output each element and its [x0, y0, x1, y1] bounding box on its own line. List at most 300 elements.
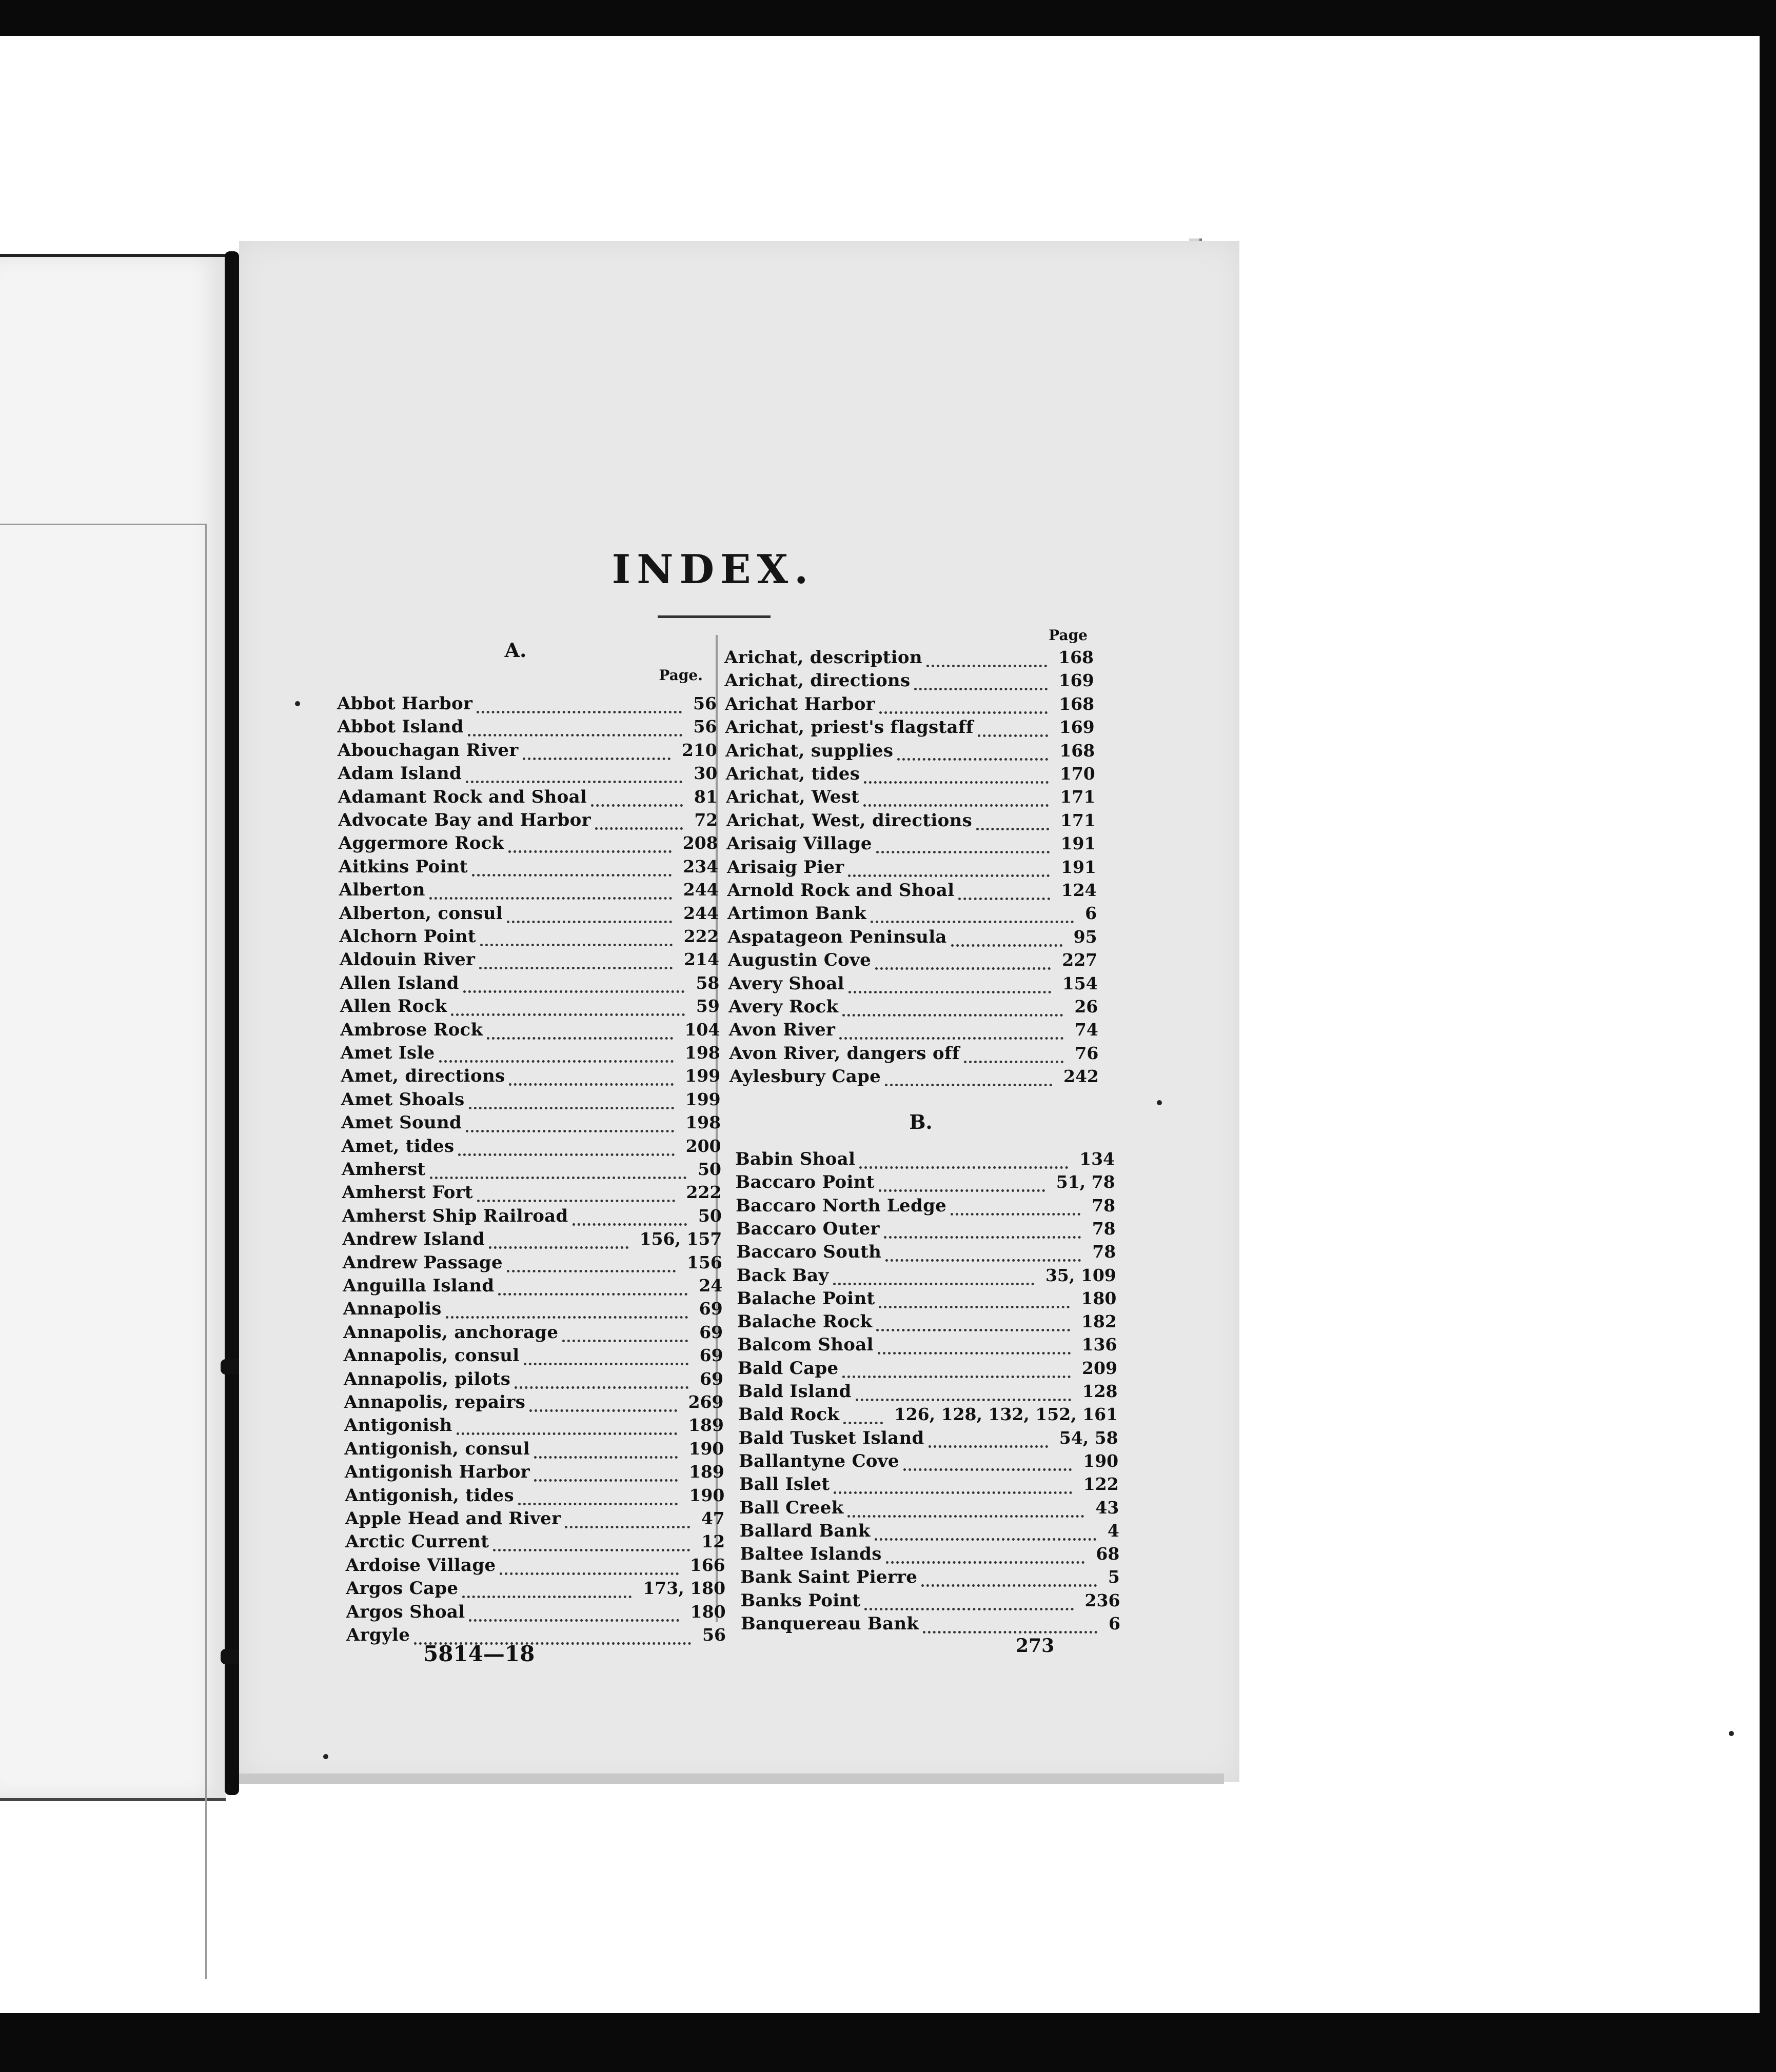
- entry-pages: 198: [685, 1112, 721, 1133]
- entry-name: Abbot Island: [337, 716, 464, 738]
- entry-pages: 189: [688, 1415, 724, 1436]
- entry-name: Aldouin River: [339, 949, 476, 970]
- dot-leader: [480, 941, 673, 946]
- dot-leader: [859, 1163, 1068, 1169]
- entry-pages: 76: [1075, 1043, 1099, 1063]
- entry-name: Anguilla Island: [343, 1276, 495, 1296]
- dot-leader: [914, 685, 1047, 690]
- entry-name: Ballard Bank: [739, 1520, 871, 1541]
- entry-name: Abouchagan River: [337, 740, 519, 761]
- dot-leader: [923, 1628, 1097, 1633]
- entry-pages: 182: [1081, 1311, 1117, 1332]
- entry-name: Bald Rock: [738, 1404, 840, 1425]
- dot-leader: [833, 1280, 1034, 1285]
- entry-pages: 78: [1092, 1195, 1116, 1216]
- printer-signature: 5814—18: [423, 1641, 535, 1666]
- index-entry: [726, 764, 1095, 786]
- entry-name: Allen Rock: [340, 996, 447, 1017]
- dot-leader: [469, 1616, 679, 1622]
- entry-pages: 189: [688, 1462, 724, 1482]
- entry-name: Arnold Rock and Shoal: [727, 880, 955, 901]
- index-entry: [740, 1544, 1119, 1566]
- entry-pages: 56: [693, 693, 717, 713]
- entry-name: Argos Shoal: [346, 1601, 465, 1622]
- dot-leader: [489, 1243, 628, 1249]
- entry-name: Ball Islet: [739, 1474, 830, 1495]
- dot-leader: [498, 1290, 687, 1296]
- entry-name: Allen Island: [340, 972, 459, 993]
- dot-leader: [534, 1476, 678, 1482]
- entry-name: Ball Creek: [739, 1497, 844, 1518]
- entry-name: Annapolis, anchorage: [343, 1322, 559, 1343]
- page-bottom-edge: [239, 1774, 1224, 1784]
- dot-leader: [856, 1396, 1071, 1401]
- index-entry: [341, 1112, 721, 1135]
- entry-pages: 78: [1092, 1218, 1116, 1239]
- index-entry: [338, 740, 717, 763]
- entry-pages: 30: [694, 763, 718, 784]
- index-entry: [735, 1149, 1115, 1171]
- entry-name: Arisaig Village: [726, 833, 872, 854]
- dot-leader: [472, 871, 672, 876]
- index-entry: [739, 1498, 1119, 1520]
- dot-leader: [562, 1337, 688, 1342]
- index-entry: [346, 1625, 726, 1647]
- dot-leader: [834, 1488, 1072, 1494]
- entry-pages: 169: [1058, 670, 1094, 691]
- entry-pages: 58: [696, 972, 720, 993]
- entry-name: Advocate Bay and Harbor: [338, 810, 591, 830]
- entry-pages: 156: [686, 1252, 722, 1272]
- entry-pages: 122: [1083, 1474, 1119, 1495]
- entry-name: Avon River, dangers off: [729, 1043, 960, 1064]
- index-entry: [340, 949, 719, 972]
- index-entry: [340, 926, 719, 949]
- entry-pages: 191: [1060, 833, 1096, 854]
- entry-pages: 54, 58: [1059, 1427, 1118, 1448]
- index-entry: [339, 903, 719, 926]
- entry-name: Balcom Shoal: [737, 1334, 874, 1356]
- index-entry: [729, 1066, 1099, 1089]
- entry-pages: 43: [1095, 1497, 1119, 1518]
- entry-pages: 171: [1060, 810, 1096, 830]
- index-entry: [739, 1474, 1119, 1497]
- scan-border-top: [0, 0, 1776, 36]
- entry-pages: 134: [1079, 1149, 1115, 1169]
- index-entry: [738, 1404, 1118, 1427]
- entry-name: Aggermore Rock: [338, 833, 504, 854]
- dot-leader: [466, 1127, 674, 1132]
- entry-pages: 190: [689, 1485, 725, 1505]
- index-entry: [736, 1219, 1116, 1241]
- entry-name: Aylesbury Cape: [729, 1066, 881, 1087]
- entry-name: Abbot Harbor: [337, 693, 473, 714]
- entry-name: Arichat, West, directions: [726, 810, 973, 831]
- index-entry: [344, 1439, 724, 1461]
- entry-name: Arctic Current: [345, 1531, 489, 1552]
- entry-pages: 104: [684, 1019, 720, 1040]
- index-entry: [343, 1299, 723, 1321]
- index-entry: [340, 996, 720, 1019]
- dot-leader: [864, 778, 1049, 784]
- entry-name: Arichat, description: [724, 647, 922, 668]
- index-entry: [342, 1229, 722, 1251]
- entry-name: Arisaig Pier: [726, 856, 844, 878]
- dot-leader: [524, 1360, 688, 1365]
- dot-leader: [477, 708, 682, 713]
- entry-name: Amet Isle: [340, 1043, 435, 1063]
- index-entry: [337, 716, 717, 739]
- entry-pages: 171: [1060, 787, 1096, 807]
- entry-name: Aitkins Point: [339, 856, 468, 877]
- dot-leader: [518, 1500, 678, 1505]
- dot-leader: [451, 1010, 684, 1016]
- entry-name: Arichat, West: [726, 787, 860, 808]
- entry-name: Andrew Passage: [342, 1252, 503, 1273]
- dot-leader: [446, 1313, 688, 1319]
- entry-pages: 210: [682, 740, 717, 760]
- entry-name: Argos Cape: [346, 1578, 459, 1599]
- dot-leader: [875, 964, 1051, 970]
- index-entry: [728, 973, 1098, 996]
- entry-name: Baccaro Point: [735, 1172, 875, 1193]
- entry-pages: 78: [1092, 1242, 1116, 1262]
- speck: [295, 701, 300, 706]
- index-entry: [726, 810, 1096, 833]
- index-entry: [337, 693, 717, 716]
- entry-name: Arichat Harbor: [725, 693, 875, 714]
- dot-leader: [876, 1326, 1070, 1331]
- entry-name: Aspatageon Peninsula: [727, 926, 947, 947]
- entry-pages: 6: [1085, 903, 1097, 924]
- entry-pages: 168: [1059, 740, 1095, 761]
- index-entry: [726, 787, 1095, 809]
- dot-leader: [493, 1546, 690, 1551]
- entry-pages: 154: [1062, 973, 1098, 993]
- entry-pages: 47: [701, 1508, 725, 1528]
- entry-name: Amet, tides: [341, 1135, 455, 1157]
- entry-name: Babin Shoal: [735, 1149, 856, 1169]
- entry-name: Andrew Island: [342, 1229, 485, 1250]
- entry-name: Arichat, tides: [725, 764, 860, 784]
- left-page-inner-edge: [0, 524, 207, 1979]
- dot-leader: [897, 755, 1048, 761]
- entry-pages: 227: [1062, 950, 1098, 970]
- entry-name: Augustin Cove: [728, 950, 872, 971]
- dot-leader: [876, 848, 1050, 853]
- entry-name: Bald Tusket Island: [738, 1427, 924, 1448]
- entry-name: Arichat, priest's flagstaff: [725, 717, 974, 738]
- dot-leader: [879, 708, 1048, 714]
- entry-name: Ambrose Rock: [340, 1019, 483, 1040]
- entry-pages: 170: [1059, 764, 1095, 784]
- entry-name: Alchorn Point: [339, 926, 476, 947]
- entry-name: Annapolis: [343, 1299, 442, 1320]
- dot-leader: [848, 988, 1051, 993]
- dot-leader: [879, 1303, 1070, 1308]
- index-entry: [725, 741, 1095, 763]
- dot-leader: [921, 1581, 1097, 1587]
- dot-leader: [843, 1419, 882, 1424]
- dot-leader: [976, 825, 1049, 830]
- dot-leader: [595, 824, 683, 830]
- index-entry: [741, 1613, 1120, 1636]
- index-entry: [338, 787, 718, 809]
- entry-name: Alberton: [339, 880, 425, 901]
- index-entry: [737, 1265, 1116, 1288]
- entry-name: Balache Rock: [737, 1311, 873, 1332]
- entry-name: Bald Cape: [737, 1358, 839, 1379]
- index-entry: [346, 1555, 725, 1578]
- entry-name: Avery Rock: [728, 997, 839, 1017]
- section-heading-b: B.: [909, 1110, 933, 1133]
- dot-leader: [926, 662, 1047, 667]
- index-entry: [342, 1206, 722, 1228]
- entry-pages: 68: [1096, 1544, 1120, 1564]
- dot-leader: [842, 1372, 1071, 1378]
- entry-pages: 12: [701, 1531, 725, 1552]
- dot-leader: [863, 801, 1049, 807]
- entry-pages: 173, 180: [643, 1578, 726, 1599]
- entry-name: Arichat, directions: [724, 670, 911, 691]
- index-entry: [341, 1066, 720, 1088]
- index-entry: [344, 1415, 724, 1438]
- index-entry: [343, 1322, 723, 1345]
- entry-name: Bald Island: [738, 1381, 852, 1402]
- index-entry: [740, 1567, 1120, 1589]
- page-title: INDEX.: [611, 546, 815, 593]
- dot-leader: [508, 847, 672, 853]
- index-entry: [339, 880, 719, 902]
- index-entry: [725, 717, 1095, 740]
- entry-pages: 26: [1074, 997, 1098, 1017]
- entry-name: Amet Sound: [341, 1112, 462, 1133]
- dot-leader: [439, 1057, 674, 1063]
- entry-pages: 200: [685, 1135, 721, 1156]
- index-entry: [739, 1451, 1118, 1473]
- index-entry: [737, 1311, 1117, 1334]
- dot-leader: [468, 731, 682, 736]
- index-entry: [346, 1602, 726, 1624]
- entry-name: Amherst: [342, 1159, 426, 1180]
- entry-name: Ballantyne Cove: [739, 1450, 899, 1471]
- index-entry: [727, 857, 1096, 880]
- page-number: 273: [1016, 1635, 1055, 1657]
- dot-leader: [573, 1220, 687, 1226]
- entry-pages: 168: [1059, 693, 1095, 714]
- dot-leader: [500, 1569, 678, 1575]
- entry-pages: 69: [699, 1322, 723, 1342]
- dot-leader: [457, 1429, 677, 1435]
- entry-name: Alberton, consul: [339, 903, 503, 924]
- index-entry: [738, 1358, 1117, 1381]
- dot-leader: [458, 1150, 674, 1156]
- dot-leader: [847, 1512, 1084, 1518]
- index-entry: [726, 833, 1096, 856]
- entry-pages: 51, 78: [1056, 1172, 1115, 1192]
- entry-pages: 95: [1073, 926, 1097, 947]
- dot-leader: [565, 1523, 690, 1528]
- dot-leader: [515, 1383, 688, 1389]
- dot-leader: [509, 1080, 674, 1086]
- dot-leader: [875, 1535, 1096, 1541]
- entry-pages: 236: [1084, 1590, 1120, 1610]
- entry-pages: 180: [690, 1601, 726, 1622]
- entry-pages: 56: [702, 1625, 726, 1645]
- entry-name: Banquereau Bank: [741, 1613, 919, 1634]
- dot-leader: [884, 1233, 1081, 1239]
- entry-pages: 4: [1107, 1520, 1119, 1541]
- entry-name: Back Bay: [736, 1265, 829, 1286]
- index-entry: [341, 1043, 720, 1065]
- dot-leader: [507, 918, 672, 923]
- index-entry: [725, 694, 1094, 716]
- index-entry: [345, 1531, 725, 1554]
- entry-pages: 199: [685, 1066, 721, 1086]
- index-entry: [739, 1428, 1118, 1450]
- entry-pages: 199: [685, 1089, 721, 1109]
- index-entry: [729, 1043, 1098, 1066]
- entry-name: Avon River: [728, 1020, 836, 1041]
- entry-pages: 242: [1063, 1066, 1099, 1087]
- entry-name: Apple Head and River: [345, 1508, 561, 1529]
- dot-leader: [477, 1197, 675, 1202]
- entry-name: Amherst Fort: [342, 1182, 473, 1203]
- entry-pages: 56: [693, 716, 717, 737]
- entry-pages: 166: [689, 1555, 725, 1575]
- dot-leader: [964, 1058, 1064, 1063]
- book-spine: [225, 251, 239, 1795]
- entry-name: Avery Shoal: [728, 973, 844, 994]
- index-entry: [727, 903, 1097, 926]
- entry-name: Antigonish Harbor: [344, 1462, 530, 1483]
- dot-leader: [848, 871, 1050, 877]
- entry-pages: 244: [683, 880, 719, 900]
- entry-name: Banks Point: [740, 1590, 861, 1611]
- entry-name: Baccaro Outer: [736, 1218, 880, 1239]
- dot-leader: [864, 1605, 1073, 1610]
- dot-leader: [929, 1442, 1048, 1448]
- index-entry: [728, 950, 1097, 972]
- entry-name: Balache Point: [737, 1288, 875, 1309]
- dot-leader: [879, 1186, 1045, 1192]
- index-entry: [344, 1369, 723, 1391]
- speck: [1157, 1100, 1162, 1105]
- speck: [323, 1754, 328, 1759]
- dot-leader: [978, 731, 1048, 737]
- index-entry: [736, 1242, 1116, 1264]
- dot-leader: [469, 1104, 674, 1109]
- index-entry: [728, 927, 1097, 949]
- entry-pages: 5: [1108, 1567, 1120, 1587]
- dot-leader: [466, 778, 682, 783]
- dot-leader: [886, 1558, 1085, 1564]
- index-entry: [342, 1159, 721, 1182]
- index-entry: [342, 1136, 721, 1159]
- entry-pages: 69: [699, 1345, 723, 1366]
- entry-name: Baccaro South: [736, 1242, 882, 1263]
- entry-pages: 69: [699, 1299, 723, 1319]
- entry-pages: 190: [688, 1438, 724, 1459]
- entry-pages: 124: [1061, 880, 1097, 900]
- entry-pages: 180: [1081, 1288, 1117, 1308]
- entry-pages: 69: [700, 1368, 724, 1389]
- dot-leader: [487, 1034, 673, 1040]
- dot-leader: [885, 1081, 1052, 1086]
- index-entry: [740, 1521, 1119, 1543]
- index-entry: [345, 1485, 724, 1508]
- index-entry: [346, 1578, 725, 1601]
- index-entry: [736, 1172, 1115, 1194]
- index-entry: [340, 973, 719, 995]
- index-entry: [724, 647, 1094, 670]
- entry-pages: 74: [1074, 1020, 1098, 1040]
- index-entry: [339, 833, 718, 855]
- dot-leader: [839, 1034, 1063, 1040]
- entry-pages: 81: [694, 786, 718, 807]
- dot-leader: [591, 801, 683, 807]
- entry-name: Antigonish, tides: [345, 1485, 514, 1506]
- entry-name: Annapolis, repairs: [344, 1392, 526, 1412]
- entry-pages: 168: [1058, 647, 1094, 667]
- entry-name: Arichat, supplies: [725, 740, 894, 761]
- dot-leader: [534, 1453, 677, 1459]
- dot-leader: [951, 941, 1062, 947]
- entry-pages: 222: [683, 926, 719, 946]
- entry-name: Argyle: [346, 1625, 410, 1645]
- dot-leader: [529, 1406, 677, 1412]
- entry-name: Amet, directions: [341, 1066, 505, 1087]
- index-entry: [343, 1252, 722, 1275]
- entry-pages: 50: [698, 1205, 722, 1226]
- entry-name: Baltee Islands: [740, 1544, 882, 1565]
- entry-name: Adam Island: [338, 763, 462, 784]
- index-entry: [340, 1020, 720, 1042]
- entry-pages: 35, 109: [1045, 1265, 1116, 1285]
- entry-pages: 6: [1109, 1613, 1120, 1633]
- entry-pages: 156, 157: [639, 1229, 722, 1249]
- entry-name: Antigonish, consul: [344, 1438, 530, 1459]
- index-entry: [344, 1345, 723, 1368]
- dot-leader: [462, 1592, 632, 1598]
- entry-name: Ardoise Village: [345, 1555, 496, 1576]
- entry-pages: 214: [684, 949, 719, 970]
- index-entry: [344, 1392, 724, 1414]
- dot-leader: [878, 1349, 1071, 1354]
- index-entry: [341, 1089, 721, 1112]
- index-entry: [342, 1182, 721, 1205]
- entry-pages: 198: [684, 1043, 720, 1063]
- entry-pages: 24: [699, 1276, 723, 1296]
- index-entry: [725, 670, 1094, 693]
- entry-pages: 209: [1082, 1358, 1117, 1378]
- left-page-column-header: Page.: [659, 667, 703, 684]
- entry-pages: 244: [683, 903, 719, 923]
- index-entry: [737, 1334, 1117, 1357]
- entry-pages: 208: [682, 833, 718, 853]
- dot-leader: [885, 1256, 1081, 1262]
- entry-name: Annapolis, consul: [343, 1345, 520, 1366]
- entry-name: Bank Saint Pierre: [740, 1567, 918, 1588]
- dot-leader: [871, 918, 1074, 923]
- dot-leader: [430, 1173, 686, 1179]
- entry-pages: 128: [1082, 1381, 1118, 1401]
- entry-pages: 222: [686, 1182, 722, 1203]
- entry-name: Baccaro North Ledge: [736, 1195, 947, 1216]
- dot-leader: [463, 987, 685, 993]
- entry-name: Antigonish: [344, 1415, 452, 1436]
- index-entry: [339, 856, 718, 879]
